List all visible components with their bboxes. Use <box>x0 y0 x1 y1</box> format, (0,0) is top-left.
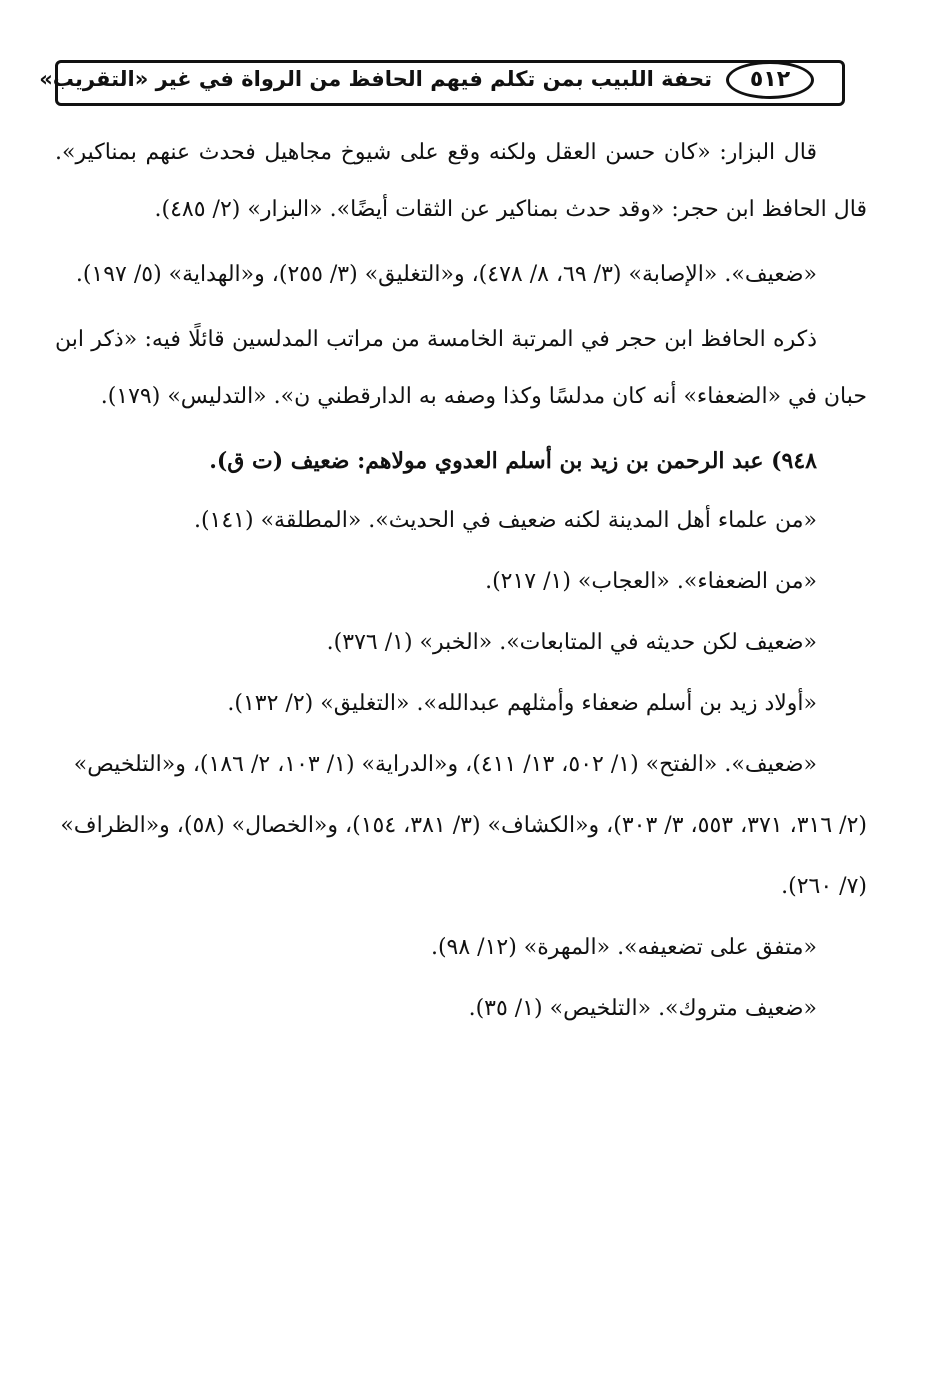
entry-line: «ضعيف لكن حديثه في المتابعات». «الخبر» (١/ ٣٧٦). <box>326 630 817 655</box>
page-content <box>55 124 867 1039</box>
page-header <box>39 60 845 106</box>
paragraph-bazzar: قال البزار: «كان حسن العقل ولكنه وقع على شيوخ مجاهيل فحدث عنهم بمناكير». قال الحافظ ابن حجر: «وقد حدث بمناكير عن الثقات أيضًا». «البزار» (٢/ ٤٨٥). <box>55 140 867 222</box>
entry-line: «من الضعفاء». «العجاب» (١/ ٢١٧). <box>485 569 817 594</box>
entry-line: «متفق على تضعيفه». «المهرة» (١٢/ ٩٨). <box>430 935 817 960</box>
entry-line: «ضعيف متروك». «التلخيص» (١/ ٣٥). <box>468 996 817 1021</box>
entry-line-references: «ضعيف». «الفتح» (١/ ٥٠٢، ١٣/ ٤١١)، و«الدراية» (١/ ١٠٣، ٢/ ١٨٦)، و«التلخيص» (٢/ ٣١٦، ٣٧١، ٥٥٣، ٣/ ٣٠٣)، و«الكشاف» (٣/ ٣٨١، ١٥٤)، و«الخصال» (٥٨)، و«الظراف» (٧/ ٢٦٠). <box>60 752 867 899</box>
page-number-badge: ٥١٢ <box>726 61 814 99</box>
paragraph-tadlis: ذكره الحافظ ابن حجر في المرتبة الخامسة من مراتب المدلسين قائلًا فيه: «ذكر ابن حبان في «الضعفاء» أنه كان مدلسًا وكذا وصفه به الدارقطني ن». «التدليس» (١٧٩). <box>55 327 867 409</box>
header-title: تحفة اللبيب بمن تكلم فيهم الحافظ من الرواة في غير «التقريب» <box>39 67 712 91</box>
paragraph-references: «ضعيف». «الإصابة» (٣/ ٦٩، ٨/ ٤٧٨)، و«التغليق» (٣/ ٢٥٥)، و«الهداية» (٥/ ١٩٧). <box>75 262 817 287</box>
entry-line: «أولاد زيد بن أسلم ضعفاء وأمثلهم عبدالله». «التغليق» (٢/ ١٣٢). <box>227 691 817 716</box>
entry-line: «من علماء أهل المدينة لكنه ضعيف في الحديث». «المطلقة» (١٤١). <box>193 508 817 533</box>
entry-title: ٩٤٨) عبد الرحمن بن زيد بن أسلم العدوي مولاهم: ضعيف (ت ق). <box>209 448 817 474</box>
